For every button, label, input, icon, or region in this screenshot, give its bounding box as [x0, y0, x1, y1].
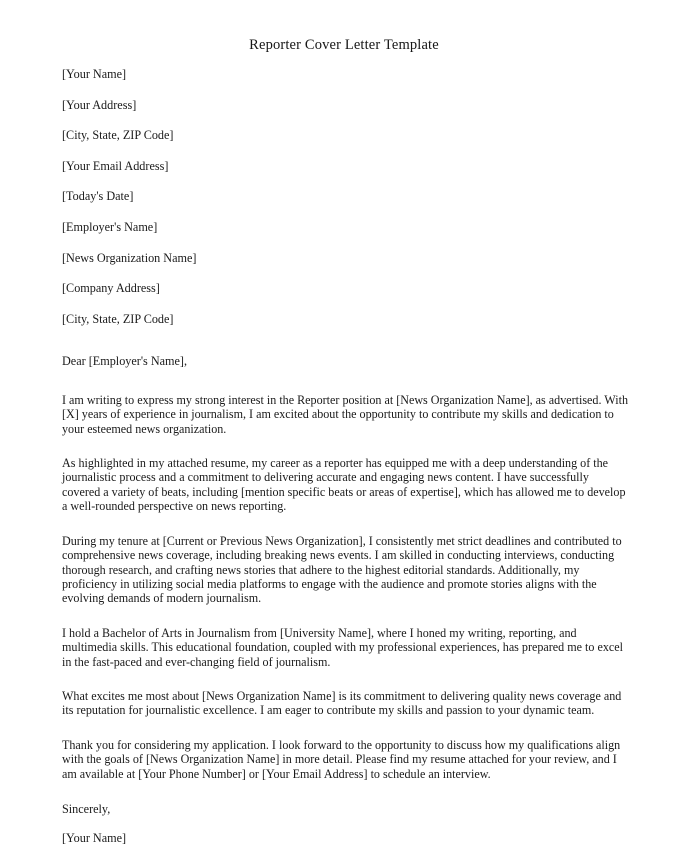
letter-body: [62, 68, 630, 845]
body-paragraph: I hold a Bachelor of Arts in Journalism from [University Name], where I honed my writing, reporting, and multimedia skills. This educational foundation, coupled with my professional experiences, has prepared me to excel in the fast-paced and ever-changing field of journalism.: [62, 625, 623, 669]
sender-line: [Your Name]: [62, 67, 127, 81]
sender-line: [Today's Date]: [62, 189, 134, 204]
recipient-line: [Company Address]: [62, 281, 160, 296]
body-paragraph: I am writing to express my strong interest in the Reporter position at [News Organization Name], as advertised. With [X] years of experience in journalism, I am excited about the opportunity to contribute my skills and dedication to your esteemed news organization.: [62, 392, 628, 436]
sender-line: [City, State, ZIP Code]: [62, 128, 174, 143]
body-paragraph: During my tenure at [Current or Previous News Organization], I consistently met strict deadlines and contributed to comprehensive news coverage, including breaking news events. I am skilled in conducting interviews, conducting thorough research, and crafting news stories that adhere to the highest editorial standards. Additionally, my proficiency in utilizing social media platforms to engage with the audience and promote stories aligns with the evolving demands of modern journalism.: [62, 533, 622, 606]
sender-line: [Your Email Address]: [62, 158, 169, 173]
body-paragraph: As highlighted in my attached resume, my career as a reporter has equipped me with a deep understanding of the journalistic process and a commitment to delivering accurate and engaging news content. I have successfully covered a variety of beats, including [mention specific beats or areas of expertise], which has allowed me to develop a well-rounded perspective on news reporting.: [62, 456, 626, 514]
body-paragraph: Thank you for considering my application. I look forward to the opportunity to discuss how my qualifications align with the goals of [News Organization Name] in more detail. Please find my resume attached for your review, and I am available at [Your Phone Number] or [Your Email Address] to schedule an interview.: [62, 737, 621, 781]
recipient-line: [Employer's Name]: [62, 219, 158, 234]
recipient-line: [News Organization Name]: [62, 250, 197, 265]
salutation: Dear [Employer's Name],: [62, 353, 188, 368]
body-paragraph: What excites me most about [News Organization Name] is its commitment to delivering quality news coverage and its reputation for journalistic excellence. I am eager to contribute my skills and passion to your dynamic team.: [62, 688, 622, 718]
recipient-line: [City, State, ZIP Code]: [62, 311, 174, 326]
closing-salutation: Sincerely,: [62, 801, 111, 816]
sender-line: [Your Address]: [62, 97, 137, 112]
signature-name: [Your Name]: [62, 830, 127, 845]
page-title: Reporter Cover Letter Template: [249, 37, 439, 53]
